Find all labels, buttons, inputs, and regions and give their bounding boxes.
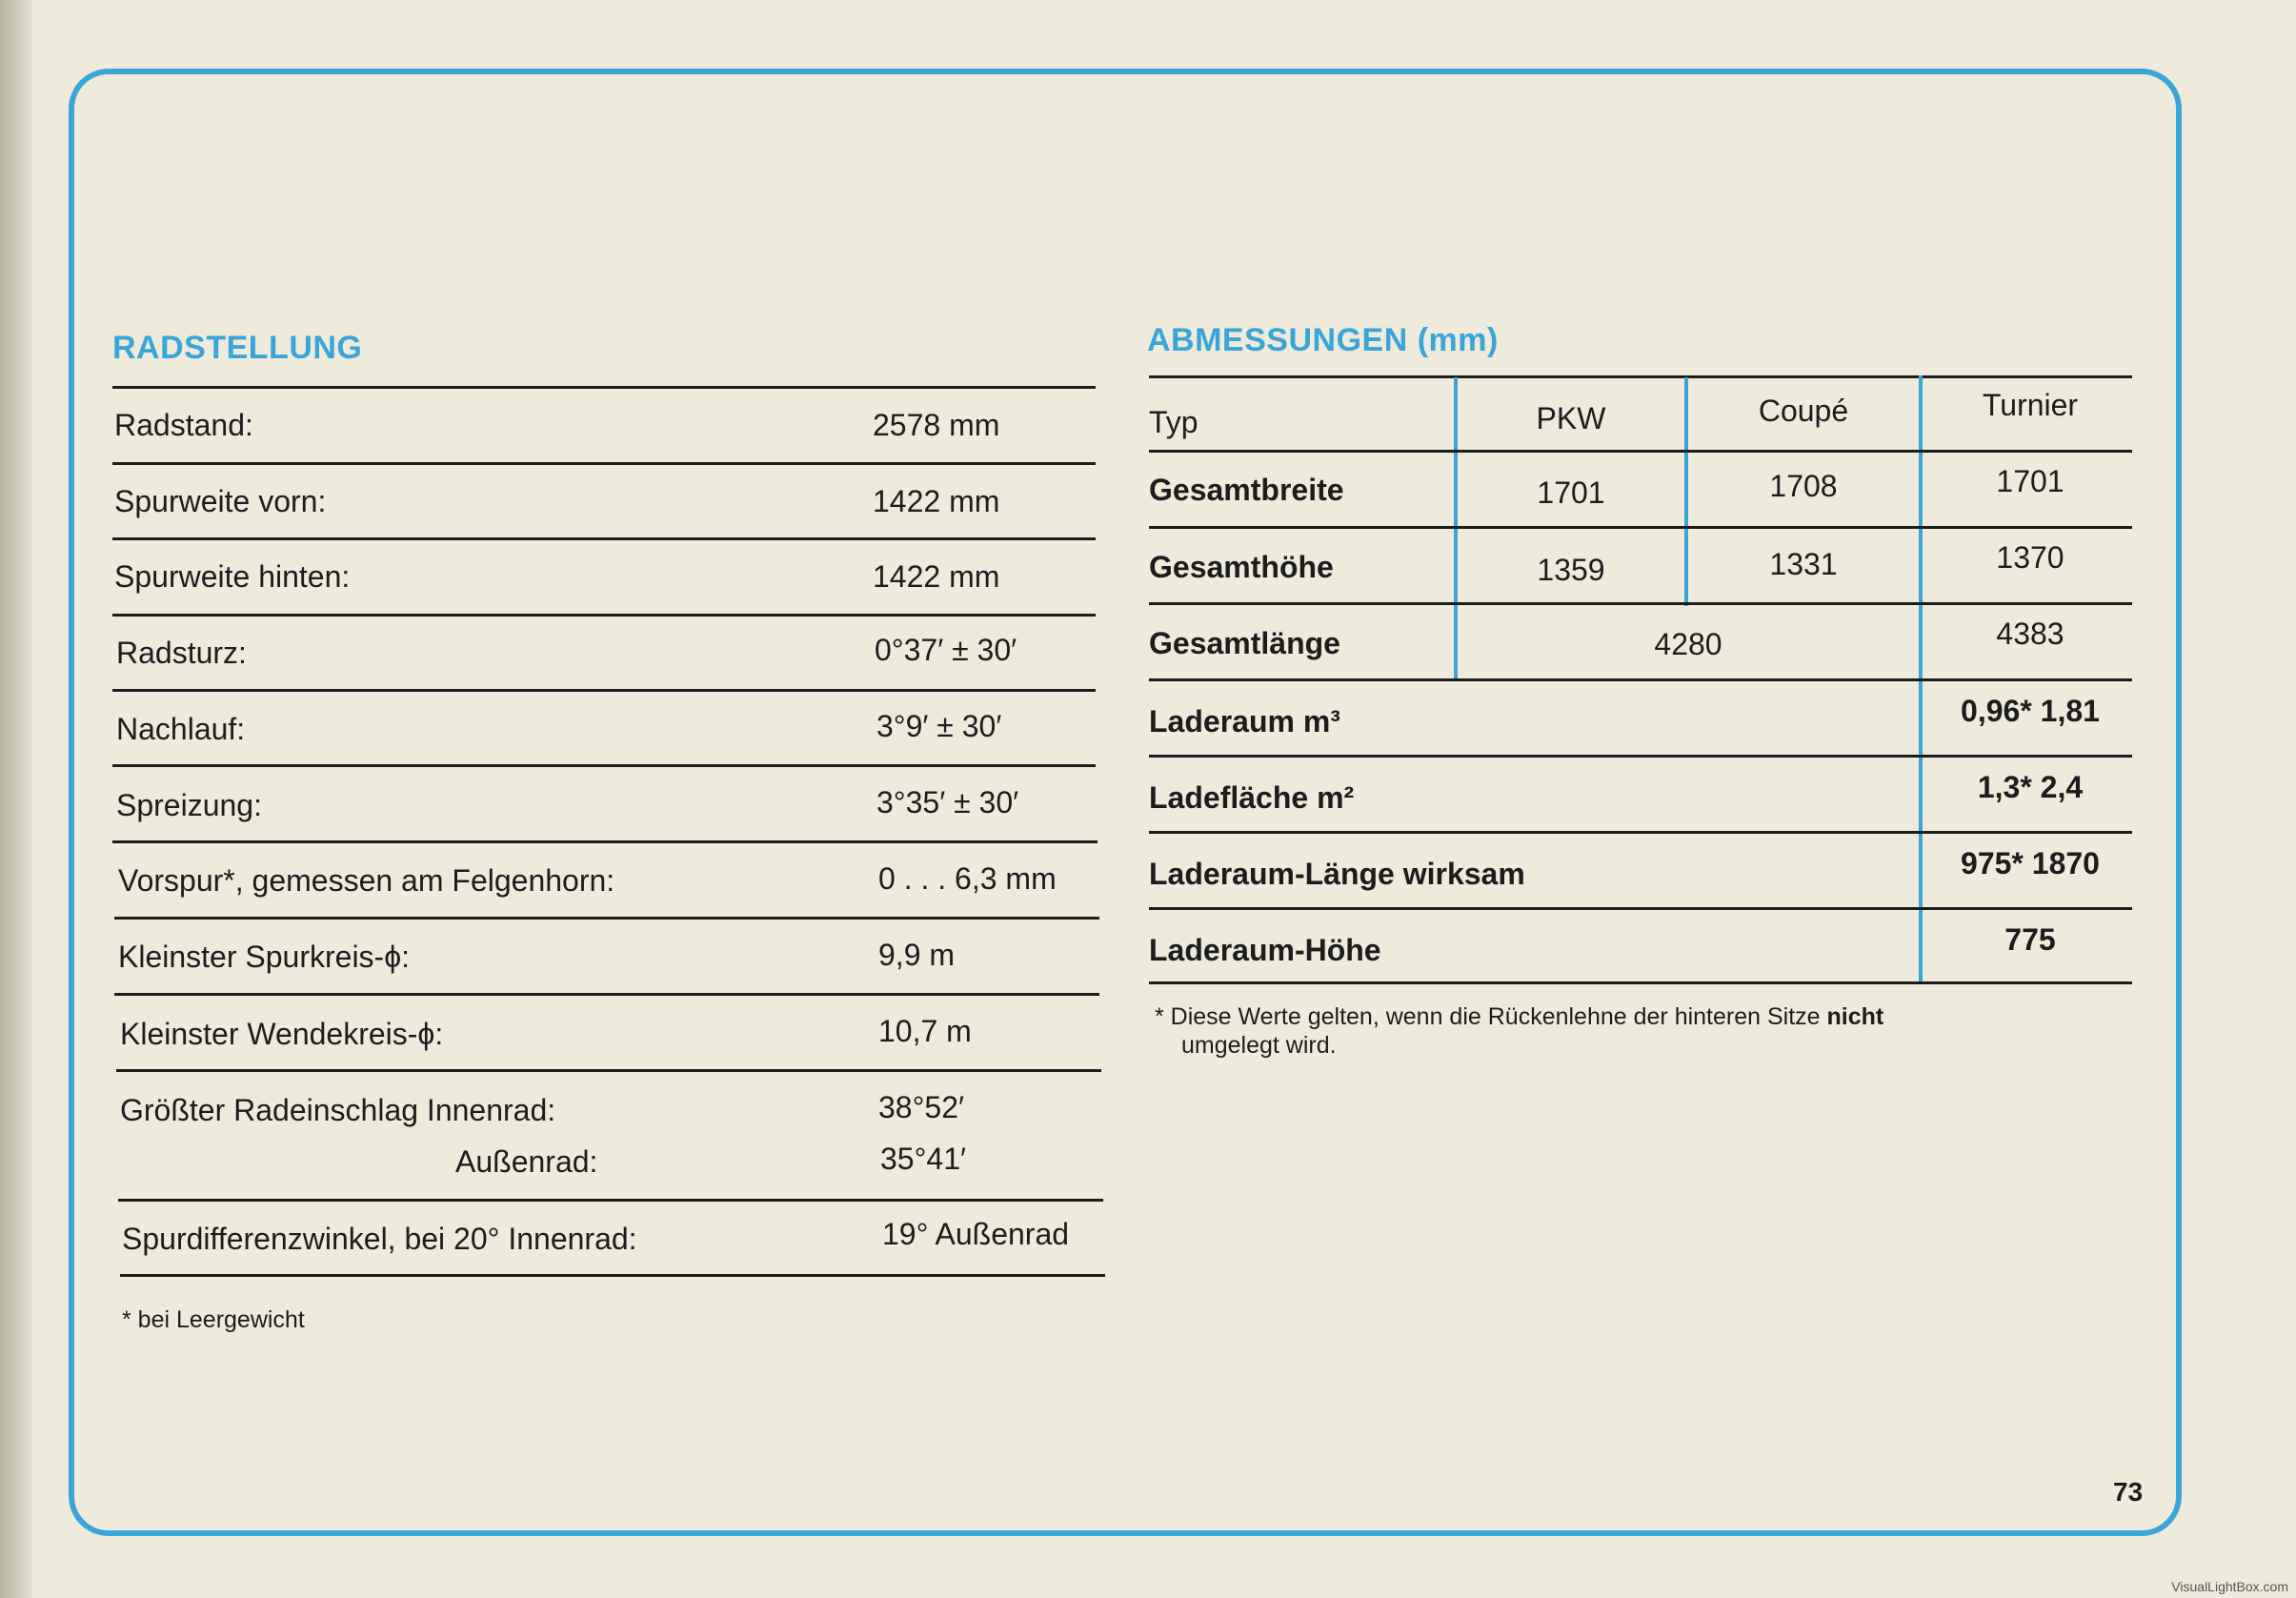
footnote-bold: nicht [1826,1003,1884,1030]
table-rule [116,1069,1101,1072]
coupe-value: 1331 [1769,547,1838,581]
row-label: Spreizung: [116,788,262,822]
row-value: 2578 mm [873,408,1000,442]
row-value: 19° Außenrad [882,1217,1070,1251]
page-frame [69,69,2182,1536]
abmessungen-title [1147,322,1499,359]
row-value: 3°9′ ± 30′ [876,709,1002,743]
row-value: 35°41′ [880,1142,966,1176]
footnote-text: * Diese Werte gelten, wenn die Rückenlehne der hinteren Sitze [1155,1003,1821,1030]
table-rule [1149,678,2132,681]
row-label: Ladefläche m² [1149,780,1355,815]
table-rule [112,537,1096,540]
row-label: Spurweite hinten: [114,559,351,594]
row-value: 1422 mm [873,484,1000,518]
row-label: Spurweite vorn: [114,484,327,518]
header-coupe: Coupé [1758,394,1849,428]
row-label: Gesamtbreite [1149,473,1344,507]
book-gutter [0,0,32,1598]
table-rule [114,917,1099,920]
watermark: VisualLightBox.com [2171,1579,2288,1594]
table-rule [112,462,1096,465]
row-label: Kleinster Wendekreis-ϕ: [120,1017,444,1051]
table-rule [112,614,1096,617]
abmessungen-unit: (mm) [1417,322,1499,358]
table-rule [118,1199,1103,1202]
header-turnier: Turnier [1982,388,2079,422]
abmessungen-footnote [1155,1002,2136,1060]
table-rule [1149,375,2132,378]
row-value: 3°35′ ± 30′ [876,785,1019,819]
table-rule [1149,755,2132,758]
table-rule [112,840,1098,843]
row-value: 0°37′ ± 30′ [875,633,1017,667]
pkw-value: 1359 [1537,553,1605,587]
row-value: 1422 mm [873,559,1000,594]
table-rule [1149,907,2132,910]
table-rule [1149,526,2132,529]
row-value: 38°52′ [878,1090,964,1124]
coupe-value: 1708 [1769,469,1838,503]
table-rule [112,689,1096,692]
page-number: 73 [2113,1477,2144,1507]
row-label: Radsturz: [116,636,247,670]
row-label: Laderaum-Höhe [1149,933,1381,967]
table-rule [1149,602,2132,605]
pkw-value: 1701 [1537,475,1605,510]
table-rule [114,993,1099,996]
row-label: Gesamthöhe [1149,550,1334,584]
table-rule [112,386,1096,389]
turnier-value: 1370 [1996,540,2064,575]
header-typ: Typ [1149,405,1198,439]
row-label: Laderaum-Länge wirksam [1149,857,1525,891]
row-label: Gesamtlänge [1149,626,1340,660]
turnier-value: 975* 1870 [1961,846,2100,880]
row-value: 9,9 m [878,938,956,972]
row-label: Größter Radeinschlag Innenrad: [120,1093,556,1127]
row-label: Radstand: [114,408,253,442]
row-label: Kleinster Spurkreis-ϕ: [118,940,411,974]
row-label: Spurdifferenzwinkel, bei 20° Innenrad: [122,1222,637,1256]
row-label: Nachlauf: [116,712,246,746]
abmessungen-title-text: ABMESSUNGEN [1147,322,1408,358]
turnier-value: 775 [2004,922,2056,957]
radstellung-title: RADSTELLUNG [112,330,363,366]
row-label: Außenrad: [455,1144,598,1179]
table-rule [112,764,1096,767]
table-rule [1149,831,2132,834]
turnier-value: 0,96* 1,81 [1961,694,2100,728]
turnier-value: 1701 [1996,464,2064,498]
header-pkw: PKW [1536,401,1606,435]
row-label: Laderaum m³ [1149,704,1340,738]
table-rule [1149,450,2132,453]
pkw-coupe-value: 4280 [1654,627,1722,661]
row-label: Vorspur*, gemessen am Felgenhorn: [118,863,615,898]
turnier-value: 4383 [1996,617,2064,651]
footnote-end: umgelegt wird. [1181,1032,1337,1059]
radstellung-footnote: * bei Leergewicht [122,1306,305,1333]
row-value: 10,7 m [878,1014,972,1048]
table-rule [1149,981,2132,984]
table-rule [120,1274,1105,1277]
row-value: 0 . . . 6,3 mm [878,861,1057,896]
turnier-value: 1,3* 2,4 [1977,770,2084,804]
